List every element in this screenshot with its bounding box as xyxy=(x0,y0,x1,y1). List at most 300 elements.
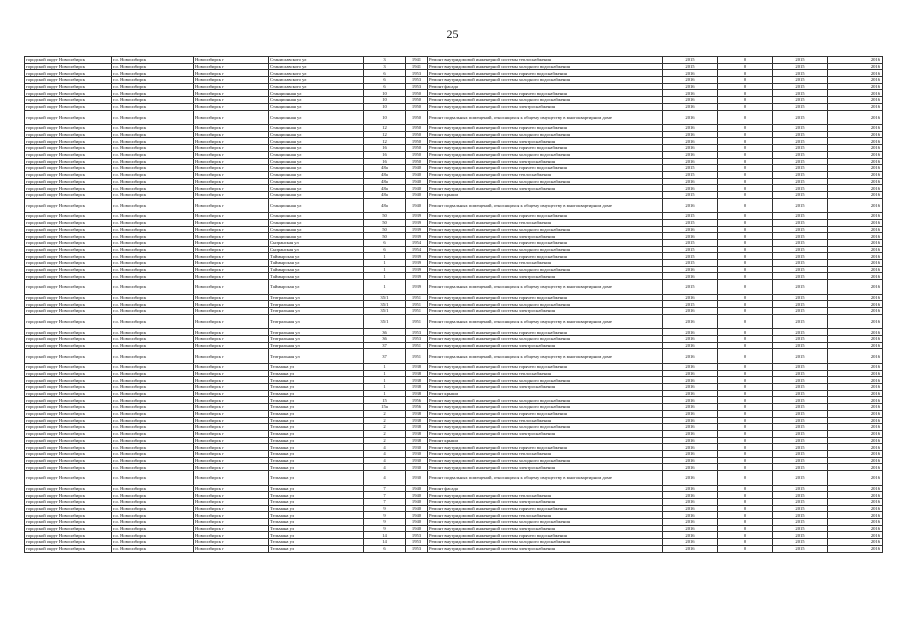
table-row xyxy=(25,151,883,158)
street-cell: Станционная ул xyxy=(269,138,364,145)
zero-cell: 0 xyxy=(718,240,773,247)
house-number-cell: 16 xyxy=(364,158,406,165)
build-year-cell: 1951 xyxy=(406,294,428,301)
house-number-cell: 10 xyxy=(364,110,406,125)
municipality-cell: городской округ Новосибирск xyxy=(25,370,112,377)
work-type-cell: Ремонт внутридомовой инженерной системы холодного водоснабжения xyxy=(428,336,663,343)
start-year-cell: 2015 xyxy=(773,246,828,253)
municipality-cell: городской округ Новосибирск xyxy=(25,444,112,451)
zero-cell: 0 xyxy=(718,444,773,451)
end-year-cell: 2016 xyxy=(828,539,883,546)
municipality-cell: городской округ Новосибирск xyxy=(25,539,112,546)
city-cell: Новосибирск г xyxy=(194,63,269,70)
table-row xyxy=(25,191,883,198)
plan-year-cell: 2016 xyxy=(663,103,718,110)
house-number-cell: 15а xyxy=(364,404,406,411)
municipality-cell: городской округ Новосибирск xyxy=(25,308,112,315)
street-cell: Станционная ул xyxy=(269,178,364,185)
start-year-cell: 2015 xyxy=(773,83,828,90)
municipality-cell: городской округ Новосибирск xyxy=(25,253,112,260)
work-type-cell: Ремонт внутридомовой инженерной системы холодного водоснабжения xyxy=(428,519,663,526)
table-row xyxy=(25,273,883,280)
end-year-cell: 2016 xyxy=(828,314,883,329)
start-year-cell: 2015 xyxy=(773,336,828,343)
street-cell: Таймырская ул xyxy=(269,260,364,267)
municipality-cell: городской округ Новосибирск xyxy=(25,63,112,70)
build-year-cell: 1938 xyxy=(406,390,428,397)
start-year-cell: 2015 xyxy=(773,308,828,315)
district-cell: г.о. Новосибирск xyxy=(112,370,194,377)
table-row xyxy=(25,430,883,437)
district-cell: г.о. Новосибирск xyxy=(112,280,194,295)
end-year-cell: 2016 xyxy=(828,226,883,233)
build-year-cell: 1950 xyxy=(406,131,428,138)
table-row xyxy=(25,424,883,431)
table-row xyxy=(25,246,883,253)
municipality-cell: городской округ Новосибирск xyxy=(25,266,112,273)
plan-year-cell: 2016 xyxy=(663,178,718,185)
city-cell: Новосибирск г xyxy=(194,349,269,364)
plan-year-cell: 2015 xyxy=(663,260,718,267)
city-cell: Новосибирск г xyxy=(194,294,269,301)
district-cell: г.о. Новосибирск xyxy=(112,444,194,451)
municipality-cell: городской округ Новосибирск xyxy=(25,77,112,84)
street-cell: Станиславского ул xyxy=(269,70,364,77)
zero-cell: 0 xyxy=(718,525,773,532)
house-number-cell: 50 xyxy=(364,226,406,233)
house-number-cell: 14 xyxy=(364,539,406,546)
street-cell: Таймырская ул xyxy=(269,253,364,260)
district-cell: г.о. Новосибирск xyxy=(112,424,194,431)
city-cell: Новосибирск г xyxy=(194,171,269,178)
start-year-cell: 2015 xyxy=(773,471,828,486)
plan-year-cell: 2015 xyxy=(663,171,718,178)
table-row xyxy=(25,280,883,295)
municipality-cell: городской округ Новосибирск xyxy=(25,165,112,172)
build-year-cell: 1939 xyxy=(406,273,428,280)
house-number-cell: 37 xyxy=(364,342,406,349)
city-cell: Новосибирск г xyxy=(194,110,269,125)
plan-year-cell: 2016 xyxy=(663,70,718,77)
street-cell: Тельмана ул xyxy=(269,471,364,486)
end-year-cell: 2016 xyxy=(828,485,883,492)
city-cell: Новосибирск г xyxy=(194,505,269,512)
start-year-cell: 2015 xyxy=(773,390,828,397)
plan-year-cell: 2015 xyxy=(663,219,718,226)
build-year-cell: 1950 xyxy=(406,97,428,104)
district-cell: г.о. Новосибирск xyxy=(112,485,194,492)
house-number-cell: 50 xyxy=(364,219,406,226)
build-year-cell: 1940 xyxy=(406,165,428,172)
municipality-cell: городской округ Новосибирск xyxy=(25,450,112,457)
street-cell: Тельмана ул xyxy=(269,485,364,492)
work-type-cell: Ремонт внутридомовой инженерной системы горячего водоснабжения xyxy=(428,70,663,77)
table-row xyxy=(25,525,883,532)
table-row xyxy=(25,178,883,185)
work-type-cell: Ремонт внутридомовой инженерной системы холодного водоснабжения xyxy=(428,151,663,158)
zero-cell: 0 xyxy=(718,336,773,343)
end-year-cell: 2016 xyxy=(828,273,883,280)
plan-year-cell: 2016 xyxy=(663,525,718,532)
district-cell: г.о. Новосибирск xyxy=(112,457,194,464)
build-year-cell: 1939 xyxy=(406,233,428,240)
build-year-cell: 1940 xyxy=(406,519,428,526)
district-cell: г.о. Новосибирск xyxy=(112,273,194,280)
start-year-cell: 2015 xyxy=(773,125,828,132)
plan-year-cell: 2016 xyxy=(663,450,718,457)
city-cell: Новосибирск г xyxy=(194,158,269,165)
district-cell: г.о. Новосибирск xyxy=(112,519,194,526)
city-cell: Новосибирск г xyxy=(194,226,269,233)
table-row xyxy=(25,377,883,384)
build-year-cell: 1950 xyxy=(406,110,428,125)
municipality-cell: городской округ Новосибирск xyxy=(25,185,112,192)
house-number-cell: 48а xyxy=(364,165,406,172)
zero-cell: 0 xyxy=(718,485,773,492)
district-cell: г.о. Новосибирск xyxy=(112,77,194,84)
street-cell: Станционная ул xyxy=(269,103,364,110)
house-number-cell: 6 xyxy=(364,70,406,77)
district-cell: г.о. Новосибирск xyxy=(112,125,194,132)
build-year-cell: 1938 xyxy=(406,364,428,371)
start-year-cell: 2015 xyxy=(773,233,828,240)
city-cell: Новосибирск г xyxy=(194,253,269,260)
end-year-cell: 2016 xyxy=(828,266,883,273)
municipality-cell: городской округ Новосибирск xyxy=(25,240,112,247)
start-year-cell: 2015 xyxy=(773,171,828,178)
end-year-cell: 2016 xyxy=(828,499,883,506)
municipality-cell: городской округ Новосибирск xyxy=(25,430,112,437)
end-year-cell: 2016 xyxy=(828,240,883,247)
table-row xyxy=(25,457,883,464)
district-cell: г.о. Новосибирск xyxy=(112,430,194,437)
work-type-cell: Ремонт фасада xyxy=(428,485,663,492)
zero-cell: 0 xyxy=(718,457,773,464)
work-type-cell: Ремонт подвальных помещений, относящихся к общему имуществу в многоквартирном доме xyxy=(428,110,663,125)
end-year-cell: 2016 xyxy=(828,437,883,444)
plan-year-cell: 2016 xyxy=(663,336,718,343)
zero-cell: 0 xyxy=(718,233,773,240)
table-row xyxy=(25,131,883,138)
zero-cell: 0 xyxy=(718,390,773,397)
start-year-cell: 2015 xyxy=(773,131,828,138)
municipality-cell: городской округ Новосибирск xyxy=(25,280,112,295)
end-year-cell: 2016 xyxy=(828,390,883,397)
end-year-cell: 2016 xyxy=(828,246,883,253)
district-cell: г.о. Новосибирск xyxy=(112,336,194,343)
municipality-cell: городской округ Новосибирск xyxy=(25,390,112,397)
street-cell: Таймырская ул xyxy=(269,266,364,273)
city-cell: Новосибирск г xyxy=(194,532,269,539)
house-number-cell: 4 xyxy=(364,444,406,451)
municipality-cell: городской округ Новосибирск xyxy=(25,191,112,198)
street-cell: Станционная ул xyxy=(269,158,364,165)
municipality-cell: городской округ Новосибирск xyxy=(25,384,112,391)
end-year-cell: 2016 xyxy=(828,294,883,301)
zero-cell: 0 xyxy=(718,464,773,471)
start-year-cell: 2015 xyxy=(773,519,828,526)
plan-year-cell: 2016 xyxy=(663,226,718,233)
start-year-cell: 2015 xyxy=(773,97,828,104)
district-cell: г.о. Новосибирск xyxy=(112,384,194,391)
table-row xyxy=(25,171,883,178)
district-cell: г.о. Новосибирск xyxy=(112,499,194,506)
city-cell: Новосибирск г xyxy=(194,301,269,308)
zero-cell: 0 xyxy=(718,63,773,70)
city-cell: Новосибирск г xyxy=(194,266,269,273)
build-year-cell: 1950 xyxy=(406,125,428,132)
work-type-cell: Ремонт внутридомовой инженерной системы теплоснабжения xyxy=(428,512,663,519)
plan-year-cell: 2016 xyxy=(663,185,718,192)
plan-year-cell: 2016 xyxy=(663,151,718,158)
street-cell: Станционная ул xyxy=(269,233,364,240)
end-year-cell: 2016 xyxy=(828,165,883,172)
city-cell: Новосибирск г xyxy=(194,165,269,172)
district-cell: г.о. Новосибирск xyxy=(112,410,194,417)
end-year-cell: 2016 xyxy=(828,384,883,391)
street-cell: Станционная ул xyxy=(269,219,364,226)
end-year-cell: 2016 xyxy=(828,253,883,260)
table-row xyxy=(25,450,883,457)
municipality-cell: городской округ Новосибирск xyxy=(25,512,112,519)
municipality-cell: городской округ Новосибирск xyxy=(25,233,112,240)
municipality-cell: городской округ Новосибирск xyxy=(25,198,112,213)
house-number-cell: 1 xyxy=(364,364,406,371)
build-year-cell: 1938 xyxy=(406,424,428,431)
district-cell: г.о. Новосибирск xyxy=(112,539,194,546)
table-row xyxy=(25,145,883,152)
city-cell: Новосибирск г xyxy=(194,519,269,526)
end-year-cell: 2016 xyxy=(828,349,883,364)
zero-cell: 0 xyxy=(718,191,773,198)
street-cell: Тельмана ул xyxy=(269,545,364,552)
street-cell: Станционная ул xyxy=(269,226,364,233)
start-year-cell: 2015 xyxy=(773,57,828,64)
start-year-cell: 2015 xyxy=(773,145,828,152)
table-row xyxy=(25,410,883,417)
plan-year-cell: 2016 xyxy=(663,499,718,506)
build-year-cell: 1938 xyxy=(406,370,428,377)
house-number-cell: 48а xyxy=(364,185,406,192)
zero-cell: 0 xyxy=(718,308,773,315)
table-row xyxy=(25,63,883,70)
zero-cell: 0 xyxy=(718,273,773,280)
build-year-cell: 1941 xyxy=(406,57,428,64)
city-cell: Новосибирск г xyxy=(194,370,269,377)
house-number-cell: 1 xyxy=(364,260,406,267)
house-number-cell: 12 xyxy=(364,138,406,145)
end-year-cell: 2016 xyxy=(828,213,883,220)
build-year-cell: 1940 xyxy=(406,525,428,532)
house-number-cell: 2 xyxy=(364,417,406,424)
zero-cell: 0 xyxy=(718,314,773,329)
district-cell: г.о. Новосибирск xyxy=(112,532,194,539)
municipality-cell: городской округ Новосибирск xyxy=(25,397,112,404)
street-cell: Театральная ул xyxy=(269,342,364,349)
work-type-cell: Ремонт внутридомовой инженерной системы электроснабжения xyxy=(428,464,663,471)
build-year-cell: 1956 xyxy=(406,397,428,404)
work-type-cell: Ремонт подвальных помещений, относящихся к общему имуществу в многоквартирном доме xyxy=(428,198,663,213)
city-cell: Новосибирск г xyxy=(194,525,269,532)
end-year-cell: 2016 xyxy=(828,191,883,198)
build-year-cell: 1951 xyxy=(406,342,428,349)
plan-year-cell: 2016 xyxy=(663,266,718,273)
end-year-cell: 2016 xyxy=(828,342,883,349)
zero-cell: 0 xyxy=(718,110,773,125)
zero-cell: 0 xyxy=(718,70,773,77)
zero-cell: 0 xyxy=(718,349,773,364)
street-cell: Тельмана ул xyxy=(269,525,364,532)
house-number-cell: 7 xyxy=(364,485,406,492)
zero-cell: 0 xyxy=(718,545,773,552)
zero-cell: 0 xyxy=(718,377,773,384)
start-year-cell: 2015 xyxy=(773,450,828,457)
table-row xyxy=(25,314,883,329)
zero-cell: 0 xyxy=(718,342,773,349)
municipality-cell: городской округ Новосибирск xyxy=(25,151,112,158)
street-cell: Театральная ул xyxy=(269,336,364,343)
district-cell: г.о. Новосибирск xyxy=(112,545,194,552)
zero-cell: 0 xyxy=(718,198,773,213)
district-cell: г.о. Новосибирск xyxy=(112,131,194,138)
table-row xyxy=(25,417,883,424)
end-year-cell: 2016 xyxy=(828,397,883,404)
build-year-cell: 1953 xyxy=(406,336,428,343)
end-year-cell: 2016 xyxy=(828,90,883,97)
end-year-cell: 2016 xyxy=(828,97,883,104)
city-cell: Новосибирск г xyxy=(194,457,269,464)
plan-year-cell: 2016 xyxy=(663,370,718,377)
end-year-cell: 2016 xyxy=(828,417,883,424)
build-year-cell: 1950 xyxy=(406,138,428,145)
house-number-cell: 48а xyxy=(364,171,406,178)
street-cell: Тельмана ул xyxy=(269,417,364,424)
plan-year-cell: 2016 xyxy=(663,437,718,444)
work-type-cell: Ремонт внутридомовой инженерной системы горячего водоснабжения xyxy=(428,532,663,539)
end-year-cell: 2016 xyxy=(828,145,883,152)
build-year-cell: 1940 xyxy=(406,492,428,499)
street-cell: Станционная ул xyxy=(269,151,364,158)
work-type-cell: Ремонт внутридомовой инженерной системы холодного водоснабжения xyxy=(428,424,663,431)
street-cell: Станционная ул xyxy=(269,131,364,138)
municipality-cell: городской округ Новосибирск xyxy=(25,464,112,471)
zero-cell: 0 xyxy=(718,219,773,226)
district-cell: г.о. Новосибирск xyxy=(112,70,194,77)
end-year-cell: 2016 xyxy=(828,233,883,240)
zero-cell: 0 xyxy=(718,165,773,172)
work-type-cell: Ремонт внутридомовой инженерной системы горячего водоснабжения xyxy=(428,145,663,152)
plan-year-cell: 2016 xyxy=(663,430,718,437)
work-type-cell: Ремонт внутридомовой инженерной системы холодного водоснабжения xyxy=(428,377,663,384)
street-cell: Тельмана ул xyxy=(269,464,364,471)
district-cell: г.о. Новосибирск xyxy=(112,253,194,260)
build-year-cell: 1939 xyxy=(406,266,428,273)
plan-year-cell: 2016 xyxy=(663,390,718,397)
table-row xyxy=(25,404,883,411)
street-cell: Таймырская ул xyxy=(269,280,364,295)
table-row xyxy=(25,226,883,233)
work-type-cell: Ремонт внутридомовой инженерной системы горячего водоснабжения xyxy=(428,213,663,220)
municipality-cell: городской округ Новосибирск xyxy=(25,349,112,364)
work-type-cell: Ремонт внутридомовой инженерной системы холодного водоснабжения xyxy=(428,301,663,308)
district-cell: г.о. Новосибирск xyxy=(112,198,194,213)
house-number-cell: 35/1 xyxy=(364,314,406,329)
work-type-cell: Ремонт внутридомовой инженерной системы горячего водоснабжения xyxy=(428,329,663,336)
end-year-cell: 2016 xyxy=(828,450,883,457)
table-row xyxy=(25,349,883,364)
zero-cell: 0 xyxy=(718,519,773,526)
work-type-cell: Ремонт подвальных помещений, относящихся к общему имуществу в многоквартирном доме xyxy=(428,314,663,329)
start-year-cell: 2015 xyxy=(773,198,828,213)
end-year-cell: 2016 xyxy=(828,185,883,192)
district-cell: г.о. Новосибирск xyxy=(112,145,194,152)
house-number-cell: 37 xyxy=(364,349,406,364)
district-cell: г.о. Новосибирск xyxy=(112,342,194,349)
district-cell: г.о. Новосибирск xyxy=(112,525,194,532)
city-cell: Новосибирск г xyxy=(194,77,269,84)
end-year-cell: 2016 xyxy=(828,377,883,384)
plan-year-cell: 2015 xyxy=(663,165,718,172)
build-year-cell: 1940 xyxy=(406,171,428,178)
work-type-cell: Ремонт внутридомовой инженерной системы холодного водоснабжения xyxy=(428,246,663,253)
table-row xyxy=(25,266,883,273)
municipality-cell: городской округ Новосибирск xyxy=(25,125,112,132)
street-cell: Станционная ул xyxy=(269,125,364,132)
district-cell: г.о. Новосибирск xyxy=(112,505,194,512)
street-cell: Тельмана ул xyxy=(269,532,364,539)
end-year-cell: 2016 xyxy=(828,464,883,471)
plan-year-cell: 2016 xyxy=(663,545,718,552)
district-cell: г.о. Новосибирск xyxy=(112,57,194,64)
city-cell: Новосибирск г xyxy=(194,178,269,185)
start-year-cell: 2015 xyxy=(773,110,828,125)
build-year-cell: 1940 xyxy=(406,505,428,512)
district-cell: г.о. Новосибирск xyxy=(112,437,194,444)
municipality-cell: городской округ Новосибирск xyxy=(25,532,112,539)
table-row xyxy=(25,198,883,213)
start-year-cell: 2015 xyxy=(773,70,828,77)
house-number-cell: 3 xyxy=(364,63,406,70)
plan-year-cell: 2016 xyxy=(663,505,718,512)
zero-cell: 0 xyxy=(718,213,773,220)
street-cell: Сызранская ул xyxy=(269,240,364,247)
start-year-cell: 2015 xyxy=(773,539,828,546)
end-year-cell: 2016 xyxy=(828,430,883,437)
city-cell: Новосибирск г xyxy=(194,450,269,457)
plan-year-cell: 2015 xyxy=(663,246,718,253)
street-cell: Станционная ул xyxy=(269,213,364,220)
city-cell: Новосибирск г xyxy=(194,198,269,213)
build-year-cell: 1951 xyxy=(406,349,428,364)
zero-cell: 0 xyxy=(718,253,773,260)
city-cell: Новосибирск г xyxy=(194,471,269,486)
zero-cell: 0 xyxy=(718,77,773,84)
start-year-cell: 2015 xyxy=(773,266,828,273)
city-cell: Новосибирск г xyxy=(194,390,269,397)
street-cell: Тельмана ул xyxy=(269,505,364,512)
end-year-cell: 2016 xyxy=(828,83,883,90)
table-row xyxy=(25,90,883,97)
zero-cell: 0 xyxy=(718,499,773,506)
district-cell: г.о. Новосибирск xyxy=(112,294,194,301)
end-year-cell: 2016 xyxy=(828,525,883,532)
district-cell: г.о. Новосибирск xyxy=(112,83,194,90)
plan-year-cell: 2016 xyxy=(663,364,718,371)
zero-cell: 0 xyxy=(718,246,773,253)
table-row xyxy=(25,492,883,499)
house-number-cell: 9 xyxy=(364,505,406,512)
street-cell: Тельмана ул xyxy=(269,519,364,526)
